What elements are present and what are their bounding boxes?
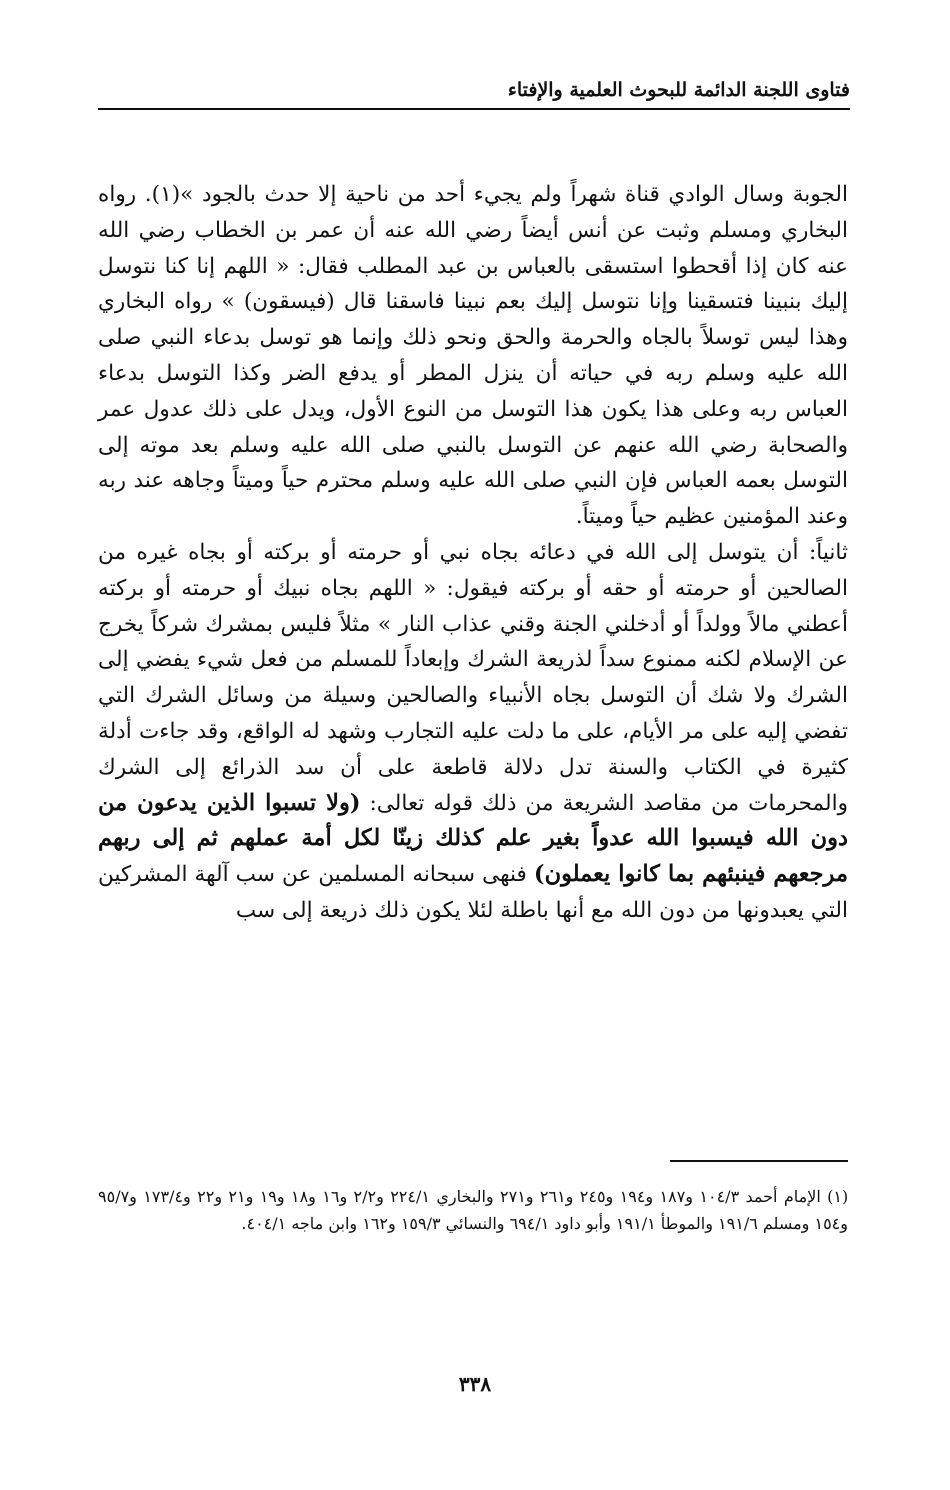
footnote-text: (١) الإمام أحمد ١٠٤/٣ و١٨٧ و١٩٤ و٢٤٥ و٢٦١ و٢٧١ والبخاري ٢٢٤/١ و٢/٢ و١٦ و١٨ و١٩ و٢١ و٢٢ و١٧٣/٤ و٩٥/٧ و١٥٤ ومسلم ١٩١/٦ والموطأ ١٩١/١ وأبو داود ٦٩٤/١ والنسائي ١٥٩/٣ و١٦٢ وابن ماجه ٤٠٤/١. xyxy=(98,1187,849,1233)
footnote xyxy=(98,1183,848,1237)
paragraph-1: الجوبة وسال الوادي قناة شهراً ولم يجيء أحد من ناحية إلا حدث بالجود »(١). رواه البخاري ومسلم وثبت عن أنس أيضاً رضي الله عنه أن عمر بن الخطاب رضي الله عنه كان إذا أقحطوا استسقى بالعباس بن عبد المطلب فقال: « اللهم إنا كنا نتوسل إليك بنبينا فتسقينا وإنا نتوسل إليك بعم نبينا فاسقنا قال (فيسقون) » رواه البخاري وهذا ليس توسلاً بالجاه والحرمة والحق ونحو ذلك وإنما هو توسل بدعاء النبي صلى الله عليه وسلم ربه في حياته أن ينزل المطر أو يدفع الضر وكذا التوسل بدعاء العباس ربه وعلى هذا يكون هذا التوسل من النوع الأول، ويدل على ذلك عدول عمر والصحابة رضي الله عنهم عن التوسل بالنبي صلى الله عليه وسلم بعد موته إلى التوسل بعمه العباس فإن النبي صلى الله عليه وسلم محترم حياً وميتاً وجاهه عند ربه وعند المؤمنين عظيم حياً وميتاً. xyxy=(98,182,849,530)
paragraph-2-start: ثانياً: أن يتوسل إلى الله في دعائه بجاه نبي أو حرمته أو بركته أو بجاه غيره من الصالحين أو حرمته أو حقه أو بركته فيقول: « اللهم بجاه نبيك أو حرمته أو بركته أعطني مالاً وولداً أو أدخلني الجنة وقني عذاب النار » مثلاً فليس بمشرك شركاً يخرج عن الإسلام لكنه ممنوع سداً لذريعة الشرك وإبعاداً للمسلم من فعل شيء يفضي إلى الشرك ولا شك أن التوسل بجاه الأنبياء والصالحين وسيلة من وسائل الشرك التي تفضي إليه على مر الأيام، على ما دلت عليه التجارب وشهد له الواقع، وقد جاءت أدلة كثيرة في الكتاب والسنة تدل دلالة قاطعة على أن سد الذرائع إلى الشرك والمحرمات من مقاصد الشريعة من ذلك قوله تعالى: xyxy=(98,539,848,816)
paragraph-2 xyxy=(98,535,848,929)
running-header xyxy=(98,78,850,110)
header-title: فتاوى اللجنة الدائمة للبحوث العلمية والإفتاء xyxy=(507,79,850,101)
quran-verse: (ولا تسبوا الذين يدعون من دون الله فيسبوا الله عدواً بغير علم كذلك زينّا لكل أمة عملهم ثم إلى ربهم مرجعهم فينبئهم بما كانوا يعملون) xyxy=(98,789,848,888)
page-number: ٣٣٨ xyxy=(458,1372,492,1396)
paragraph-2-end: فنهى سبحانه المسلمين عن سب آلهة المشركين التي يعبدونها من دون الله مع أنها باطلة لئلا يكون ذلك ذريعة إلى سب xyxy=(98,862,848,923)
footnote-separator xyxy=(670,1160,848,1162)
main-text xyxy=(98,177,848,929)
